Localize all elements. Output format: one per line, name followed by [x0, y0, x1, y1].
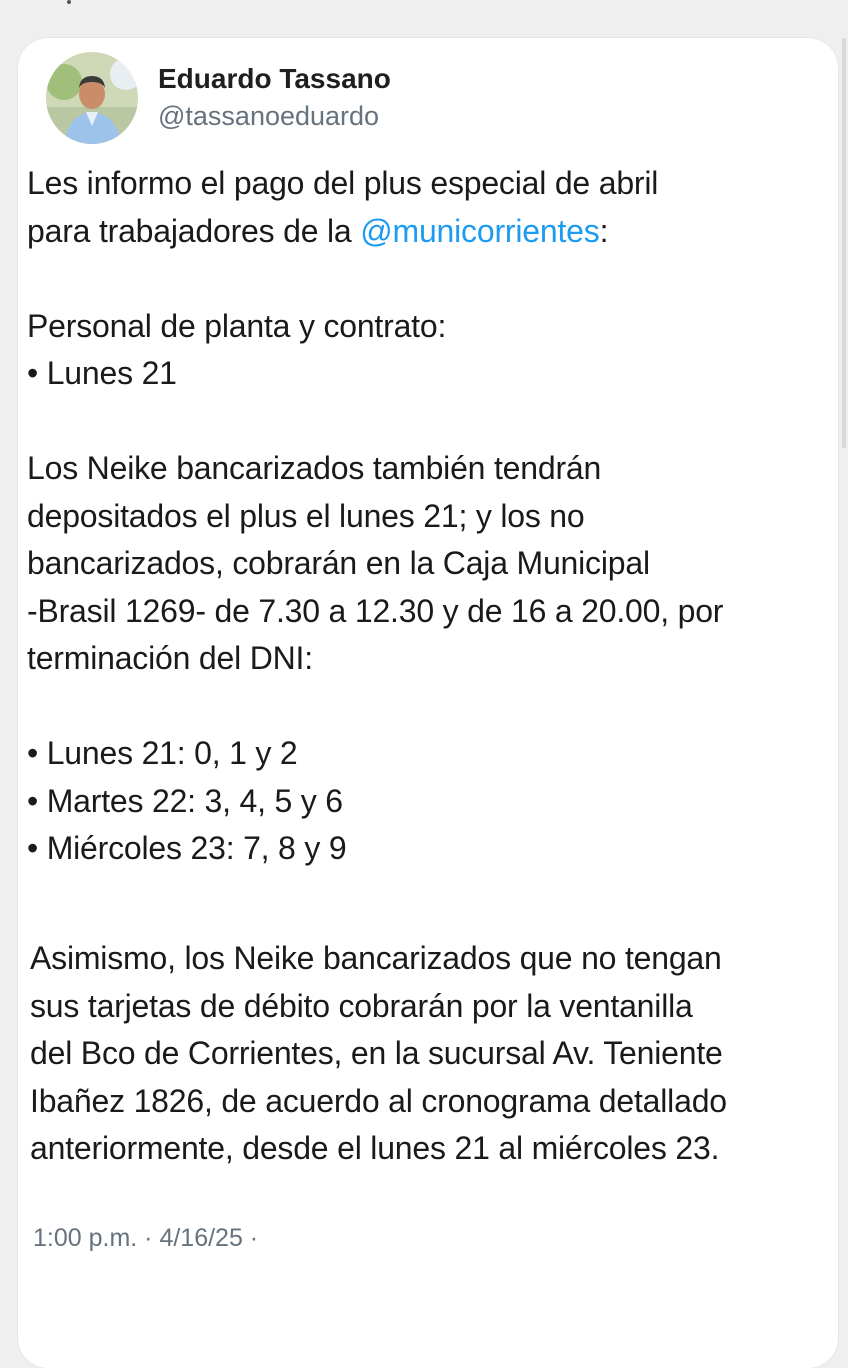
top-indicator-dot [67, 0, 71, 4]
avatar-photo [46, 52, 138, 144]
author-display-name[interactable]: Eduardo Tassano [158, 63, 391, 94]
intro-line-2-post: : [599, 212, 609, 249]
asimismo-line: Ibañez 1826, de acuerdo al cronograma detallado [30, 1082, 727, 1119]
asimismo-paragraph [30, 935, 810, 1173]
personal-item: • Lunes 21 [27, 355, 177, 391]
asimismo-line: anteriormente, desde el lunes 21 al miércoles 23. [30, 1130, 720, 1166]
intro-line-2 [27, 208, 807, 256]
author-handle[interactable]: @tassanoeduardo [158, 101, 380, 131]
neike-line: -Brasil 1269- de 7.30 a 12.30 y de 16 a 20.00, por [27, 592, 724, 629]
avatar[interactable] [46, 52, 138, 144]
schedule-item: • Martes 22: 3, 4, 5 y 6 [27, 782, 343, 819]
neike-line: depositados el plus el lunes 21; y los no [27, 497, 585, 534]
neike-line: bancarizados, cobrarán en la Caja Municipal [27, 545, 650, 581]
neike-line: Los Neike bancarizados también tendrán [27, 450, 602, 486]
intro-line-2-pre: para trabajadores de la [27, 212, 361, 249]
mention-link[interactable]: @municorrientes [360, 212, 600, 249]
neike-line: terminación del DNI: [27, 640, 313, 676]
tweet-text [27, 160, 807, 873]
scrollbar[interactable] [842, 38, 846, 448]
asimismo-line: del Bco de Corrientes, en la sucursal Av. Teniente [30, 1035, 723, 1071]
personal-heading: Personal de planta y contrato: [27, 307, 447, 344]
asimismo-line: Asimismo, los Neike bancarizados que no tengan [30, 940, 722, 976]
schedule-item: • Miércoles 23: 7, 8 y 9 [27, 830, 347, 866]
tweet-header [46, 52, 391, 144]
asimismo-line: sus tarjetas de débito cobrarán por la ventanilla [30, 987, 693, 1024]
intro-line-1: Les informo el pago del plus especial de abril [27, 165, 659, 201]
author-names [158, 62, 391, 134]
tweet-timestamp[interactable]: 1:00 p.m. · 4/16/25 · [33, 1224, 259, 1252]
schedule-item: • Lunes 21: 0, 1 y 2 [27, 735, 298, 771]
